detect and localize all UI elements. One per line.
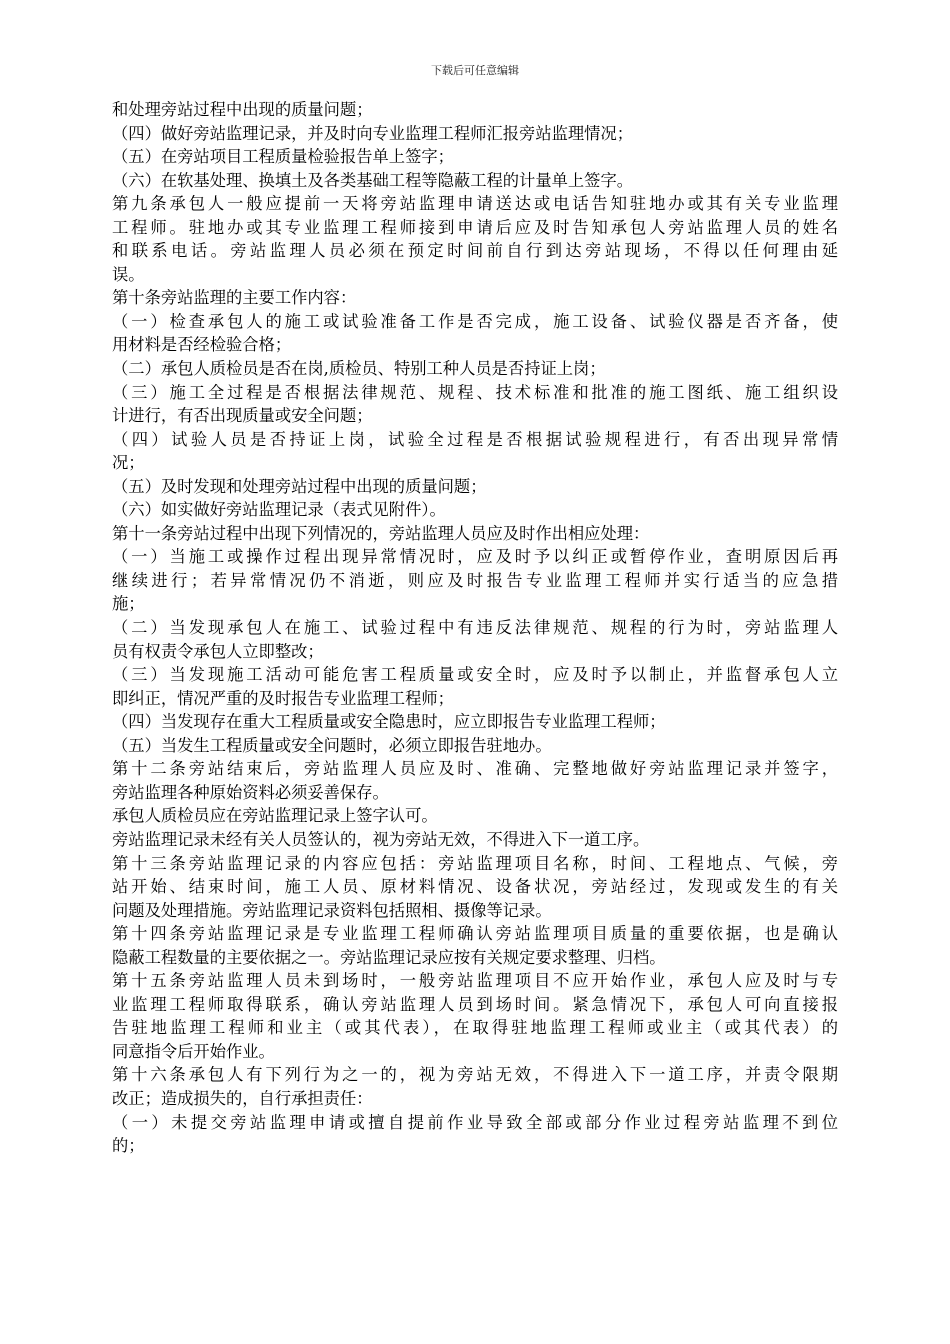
text-line: 承包人质检员应在旁站监理记录上签字认可。 xyxy=(112,806,438,826)
text-line: （四）做好旁站监理记录，并及时向专业监理工程师汇报旁站监理情况； xyxy=(112,123,634,143)
text-line: 的； xyxy=(112,1136,145,1156)
text-line: 改正；造成损失的，自行承担责任： xyxy=(112,1088,373,1108)
text-line: （六）如实做好旁站监理记录（表式见附件）。 xyxy=(112,500,446,520)
text-line: 第九条承包人一般应提前一天将旁站监理申请送达或电话告知驻地办或其有关专业监理 xyxy=(112,194,838,214)
text-line: 问题及处理措施。旁站监理记录资料包括照相、摄像等记录。 xyxy=(112,900,552,920)
text-line: 用材料是否经检验合格； xyxy=(112,335,292,355)
text-line: （一）未提交旁站监理申请或擅自提前作业导致全部或部分作业过程旁站监理不到位 xyxy=(112,1112,838,1132)
document-body xyxy=(112,98,838,1158)
text-line: 和处理旁站过程中出现的质量问题； xyxy=(112,100,373,119)
text-line: 计进行，有否出现质量或安全问题； xyxy=(112,406,373,426)
text-line: （五）及时发现和处理旁站过程中出现的质量问题； xyxy=(112,476,487,496)
text-line: 隐蔽工程数量的主要依据之一。旁站监理记录应按有关规定要求整理、归档。 xyxy=(112,947,666,967)
text-line: 施； xyxy=(112,594,145,614)
text-line: （五）当发生工程质量或安全问题时，必须立即报告驻地办。 xyxy=(112,735,552,755)
text-line: （四）试验人员是否持证上岗，试验全过程是否根据试验规程进行，有否出现异常情 xyxy=(112,429,838,449)
text-line: 第十条旁站监理的主要工作内容： xyxy=(112,288,357,308)
text-line: 况； xyxy=(112,453,145,473)
text-line: 旁站监理记录未经有关人员签认的，视为旁站无效，不得进入下一道工序。 xyxy=(112,829,650,849)
text-line: 继续进行；若异常情况仍不消逝，则应及时报告专业监理工程师并实行适当的应急措 xyxy=(112,570,838,590)
text-line: （四）当发现存在重大工程质量或安全隐患时，应立即报告专业监理工程师； xyxy=(112,712,666,732)
text-line: 工程师。驻地办或其专业监理工程师接到申请后应及时告知承包人旁站监理人员的姓名 xyxy=(112,217,838,237)
text-line: （一）检查承包人的施工或试验准备工作是否完成，施工设备、试验仪器是否齐备，使 xyxy=(112,311,838,331)
text-line: 第十三条旁站监理记录的内容应包括：旁站监理项目名称，时间、工程地点、气候，旁 xyxy=(112,853,838,873)
text-line: （三）施工全过程是否根据法律规范、规程、技术标准和批准的施工图纸、施工组织设 xyxy=(112,382,838,402)
text-line: （六）在软基处理、换填土及各类基础工程等隐蔽工程的计量单上签字。 xyxy=(112,170,634,190)
text-line: 即纠正，情况严重的及时报告专业监理工程师； xyxy=(112,688,454,708)
text-line: （五）在旁站项目工程质量检验报告单上签字； xyxy=(112,147,454,167)
text-line: （一）当施工或操作过程出现异常情况时，应及时予以纠正或暂停作业，查明原因后再 xyxy=(112,547,838,567)
text-line: 第十四条旁站监理记录是专业监理工程师确认旁站监理项目质量的重要依据，也是确认 xyxy=(112,924,838,944)
text-line: 第十五条旁站监理人员未到场时，一般旁站监理项目不应开始作业，承包人应及时与专 xyxy=(112,971,838,991)
text-line: 误。 xyxy=(112,264,145,284)
text-line: 告驻地监理工程师和业主（或其代表），在取得驻地监理工程师或业主（或其代表）的 xyxy=(112,1018,838,1038)
text-line: 业监理工程师取得联系，确认旁站监理人员到场时间。紧急情况下，承包人可向直接报 xyxy=(112,994,838,1014)
text-line: 第十六条承包人有下列行为之一的，视为旁站无效，不得进入下一道工序，并责令限期 xyxy=(112,1065,838,1085)
text-line: 同意指令后开始作业。 xyxy=(112,1041,275,1061)
text-line: （二）承包人质检员是否在岗,质检员、特别工种人员是否持证上岗； xyxy=(112,359,606,379)
text-line: 和联系电话。旁站监理人员必须在预定时间前自行到达旁站现场，不得以任何理由延 xyxy=(112,241,838,261)
text-line: 第十二条旁站结束后，旁站监理人员应及时、准确、完整地做好旁站监理记录并签字， xyxy=(112,759,838,779)
text-line: 旁站监理各种原始资料必须妥善保存。 xyxy=(112,782,389,802)
text-line: 站开始、结束时间，施工人员、原材料情况、设备状况，旁站经过，发现或发生的有关 xyxy=(112,877,838,897)
text-line: 员有权责令承包人立即整改； xyxy=(112,641,324,661)
text-line: 第十一条旁站过程中出现下列情况的，旁站监理人员应及时作出相应处理： xyxy=(112,523,650,543)
text-line: （三）当发现施工活动可能危害工程质量或安全时，应及时予以制止，并监督承包人立 xyxy=(112,665,838,685)
text-line: （二）当发现承包人在施工、试验过程中有违反法律规范、规程的行为时，旁站监理人 xyxy=(112,618,838,638)
page-header: 下载后可任意编辑 xyxy=(431,64,519,77)
